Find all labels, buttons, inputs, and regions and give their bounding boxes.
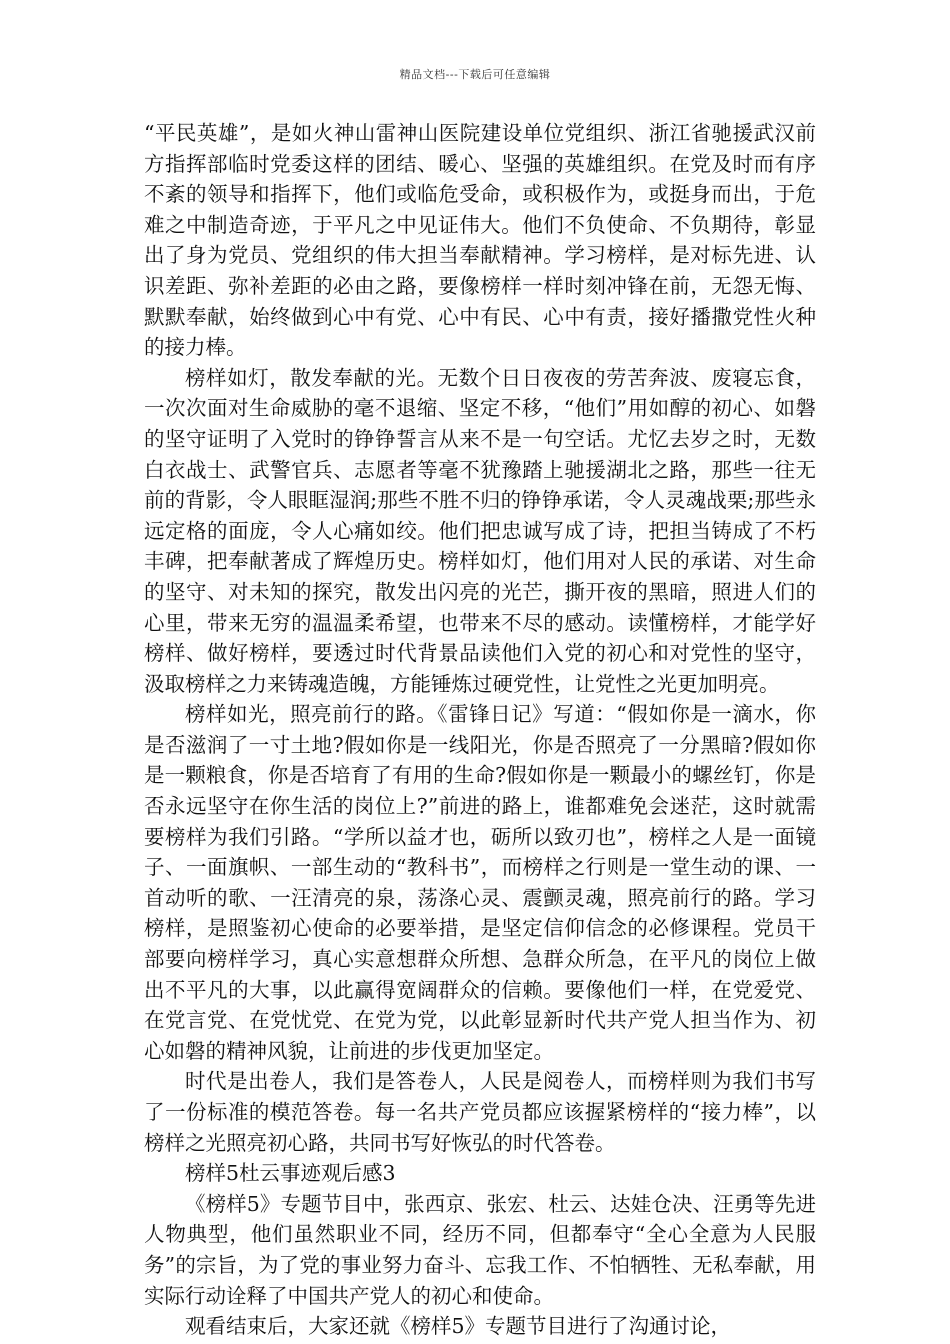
paragraph-3: 榜样如光，照亮前行的路。《雷锋日记》写道：“假如你是一滴水，你是否滋润了一寸土地?假如你是一线阳光，你是否照亮了一分黑暗?假如你是一颗粮食，你是否培育了有用的生命?假如你是一颗最小的螺丝钉，你是否永远坚守在你生活的岗位上?”前进的路上，谁都难免会迷茫，这时就需要榜样为我们引路。“学所以益才也，砺所以致刃也”，榜样之人是一面镜子、一面旗帜、一部生动的“教科书”，而榜样之行则是一堂生动的课、一首动听的歌、一汪清亮的泉，荡涤心灵、震颤灵魂，照亮前行的路。学习榜样，是照鉴初心使命的必要举措，是坚定信仰信念的必修课程。党员干部要向榜样学习，真心实意想群众所想、急群众所急，在平凡的岗位上做出不平凡的大事，以此赢得宽阔群众的信赖。要像他们一样，在党爱党、在党言党、在党忧党、在党为党，以此彰显新时代共产党人担当作为、初心如磐的精神风貌，让前进的步伐更加坚定。: [144, 702, 816, 1063]
paragraph-5: 《榜样5》专题节目中，张西京、张宏、杜云、达娃仓决、汪勇等先进人物典型，他们虽然职业不同，经历不同，但都奉守“全心全意为人民服务”的宗旨，为了党的事业努力奋斗、忘我工作、不怕牺牲、无私奉献，用实际行动诠释了中国共产党人的初心和使命。: [144, 1191, 816, 1308]
section-heading: 榜样5杜云事迹观后感3: [185, 1161, 396, 1186]
paragraph-1: “平民英雄”，是如火神山雷神山医院建设单位党组织、浙江省驰援武汉前方指挥部临时党委这样的团结、暖心、坚强的英雄组织。在党及时而有序不紊的领导和指挥下，他们或临危受命，或积极作为，或挺身而出，于危难之中制造奇迹，于平凡之中见证伟大。他们不负使命、不负期待，彰显出了身为党员、党组织的伟大担当奉献精神。学习榜样，是对标先进、认识差距、弥补差距的必由之路，要像榜样一样时刻冲锋在前，无怨无悔、默默奉献，始终做到心中有党、心中有民、心中有责，接好播撒党性火种的接力棒。: [144, 121, 816, 360]
page-header: 精品文档---下载后可任意编辑: [399, 68, 551, 81]
paragraph-6: 观看结束后，大家还就《榜样5》专题节目进行了沟通讨论，: [185, 1314, 732, 1339]
document-body: [144, 118, 816, 1342]
paragraph-4: 时代是出卷人，我们是答卷人，人民是阅卷人，而榜样则为我们书写了一份标准的模范答卷。每一名共产党员都应该握紧榜样的“接力棒”，以榜样之光照亮初心路，共同书写好恢弘的时代答卷。: [144, 1069, 816, 1155]
paragraph-2: 榜样如灯，散发奉献的光。无数个日日夜夜的劳苦奔波、废寝忘食，一次次面对生命威胁的毫不退缩、坚定不移，“他们”用如醇的初心、如磐的坚守证明了入党时的铮铮誓言从来不是一句空话。尤忆去岁之时，无数白衣战士、武警官兵、志愿者等毫不犹豫踏上驰援湖北之路，那些一往无前的背影，令人眼眶湿润;那些不胜不归的铮铮承诺，令人灵魂战栗;那些永远定格的面庞，令人心痛如绞。他们把忠诚写成了诗，把担当铸成了不朽丰碑，把奉献著成了辉煌历史。榜样如灯，他们用对人民的承诺、对生命的坚守、对未知的探究，散发出闪亮的光芒，撕开夜的黑暗，照进人们的心里，带来无穷的温温柔希望，也带来不尽的感动。读懂榜样，才能学好榜样、做好榜样，要透过时代背景品读他们入党的初心和对党性的坚守，汲取榜样之力来铸魂造魄，方能锤炼过硬党性，让党性之光更加明亮。: [144, 365, 816, 696]
